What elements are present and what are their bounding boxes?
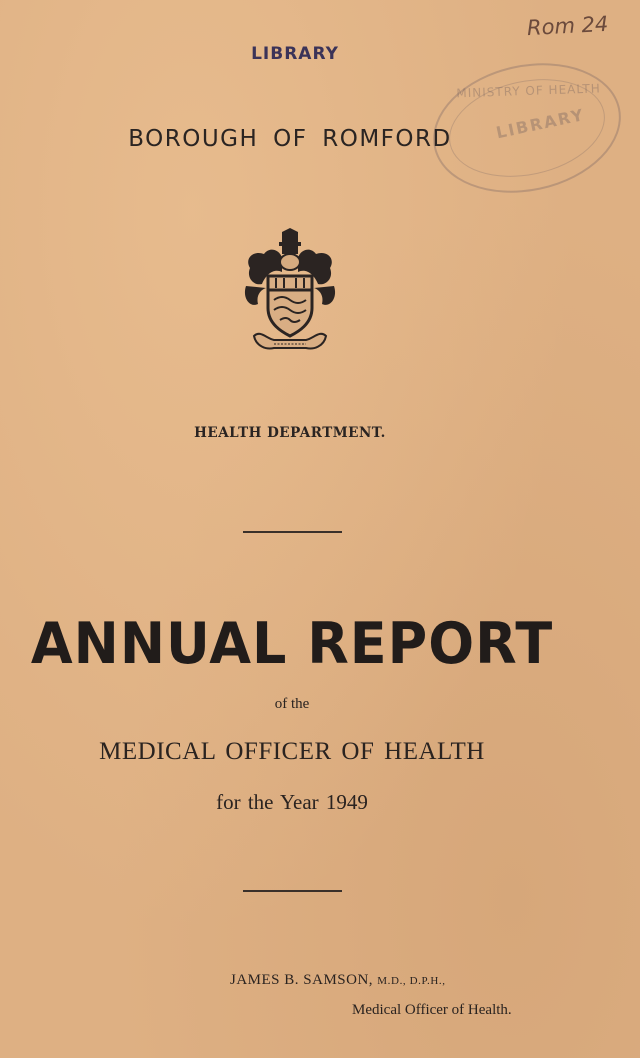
report-subject: MEDICAL OFFICER OF HEALTH [99,738,485,765]
coat-of-arms-icon [240,228,340,358]
handwritten-reference: Rom 24 [526,11,609,41]
author-name: JAMES B. SAMSON, [230,972,374,988]
oval-stamp-text-ministry: MINISTRY OF HEALTH [456,81,601,101]
library-stamp: LIBRARY [251,44,339,64]
author-title: Medical Officer of Health. [352,1002,512,1018]
borough-heading: BOROUGH OF ROMFORD [128,126,452,152]
author-line [230,972,446,989]
oval-stamp-text-library: LIBRARY [494,104,587,143]
report-of-the: of the [274,696,310,712]
author-qualifications: M.D., D.P.H., [377,975,446,987]
divider-rule-bottom [243,890,342,892]
department-heading: HEALTH DEPARTMENT. [194,425,386,441]
divider-rule-top [243,531,342,533]
report-title: ANNUAL REPORT [30,610,554,677]
report-year-line: for the Year 1949 [216,790,368,814]
